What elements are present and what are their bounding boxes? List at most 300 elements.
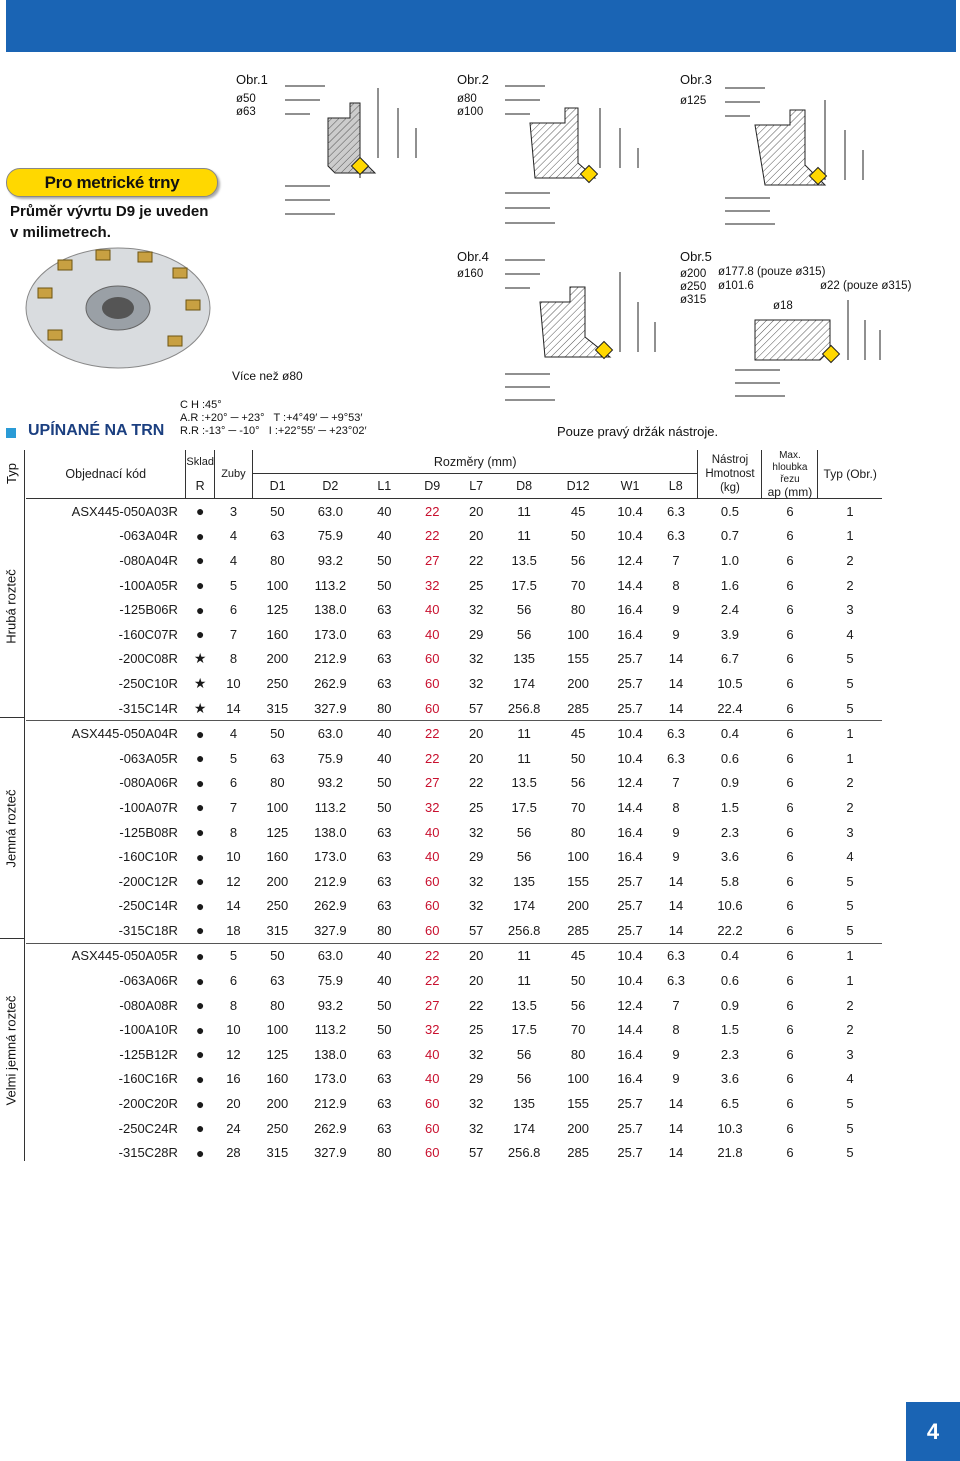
- col-d1: D1: [252, 474, 302, 499]
- col-rozmery: Rozměry (mm): [252, 450, 698, 474]
- stock-mark: ●: [195, 552, 205, 569]
- fig-type: 1: [846, 750, 854, 766]
- fig-type: 3: [846, 602, 854, 618]
- max-ap: 6: [786, 898, 794, 914]
- dim-d9: 40: [425, 849, 440, 865]
- teeth: 6: [229, 775, 238, 791]
- stock-mark: ●: [195, 527, 205, 544]
- dim-d2: 262.9: [314, 675, 347, 691]
- weight: 3.6: [720, 849, 739, 865]
- teeth: 14: [226, 898, 241, 914]
- spec-line-2: A.R :+20° ─ +23° T :+4°49′ ─ +9°53′: [180, 412, 363, 424]
- fig4-dia-1: ø160: [457, 268, 484, 280]
- dim-d2: 212.9: [314, 1096, 347, 1112]
- order-code: -125B06R: [119, 602, 178, 618]
- dim-l1: 63: [377, 675, 392, 691]
- dim-l7: 32: [468, 675, 484, 691]
- table-row: [26, 1042, 882, 1067]
- table-row: [26, 524, 882, 549]
- dim-d8: 56: [516, 1046, 532, 1062]
- col-d12: D12: [550, 474, 606, 499]
- dim-d1: 50: [252, 499, 302, 524]
- dim-l1: 40: [377, 973, 392, 989]
- dim-d12: 285: [567, 700, 589, 716]
- stock-mark: ●: [195, 799, 205, 816]
- col-l8: L8: [654, 474, 698, 499]
- fig-type: 5: [846, 873, 854, 889]
- header-bar: [6, 0, 956, 52]
- dim-d2: 327.9: [314, 1145, 347, 1161]
- dim-d2: 63.0: [302, 499, 358, 524]
- stock-mark: ●: [195, 997, 205, 1014]
- teeth: 24: [226, 1120, 241, 1136]
- dim-d12: 45: [550, 721, 606, 746]
- weight: 10.5: [717, 675, 743, 691]
- dim-d9: 22: [425, 528, 440, 544]
- stock-mark: ●: [195, 848, 205, 865]
- dim-d9: 22: [425, 750, 440, 766]
- order-code: -160C07R: [118, 626, 178, 642]
- teeth: 4: [229, 528, 238, 544]
- max-ap: 6: [786, 799, 794, 815]
- dim-d8: 135: [513, 651, 535, 667]
- dim-d2: 173.0: [314, 849, 347, 865]
- order-code: -125B12R: [119, 1046, 178, 1062]
- stock-mark: ●: [195, 922, 205, 939]
- spec-line-1: C H :45°: [180, 399, 222, 411]
- table-row: [26, 597, 882, 622]
- dim-l1: 40: [358, 499, 410, 524]
- dim-d12: 155: [567, 873, 589, 889]
- dim-l7: 22: [468, 997, 484, 1013]
- dim-d8: 174: [513, 675, 535, 691]
- fig5-dia-1: ø200: [680, 268, 707, 280]
- weight: 0.5: [698, 499, 762, 524]
- dim-d12: 155: [567, 651, 589, 667]
- dim-d1: 125: [266, 602, 289, 618]
- dim-l1: 63: [377, 849, 392, 865]
- max-ap: 6: [786, 675, 794, 691]
- fig-type: 3: [846, 824, 854, 840]
- fig-type: 5: [846, 675, 854, 691]
- dim-l1: 80: [377, 700, 392, 716]
- teeth: 5: [229, 750, 238, 766]
- weight: 1.0: [720, 552, 739, 568]
- dim-d2: 63.0: [302, 943, 358, 968]
- teeth: 28: [226, 1145, 241, 1161]
- dim-l8: 8: [672, 1022, 680, 1038]
- dim-l7: 29: [468, 626, 484, 642]
- stock-mark: ●: [186, 721, 215, 746]
- dim-d9: 27: [425, 552, 440, 568]
- dim-l7: 20: [468, 973, 484, 989]
- dim-d1: 200: [266, 873, 289, 889]
- fig5-dia-2: ø250: [680, 281, 707, 293]
- table-row: [26, 1067, 882, 1092]
- max-ap: 6: [762, 499, 818, 524]
- stock-mark: ●: [195, 1120, 205, 1137]
- dim-l1: 40: [358, 943, 410, 968]
- dim-l8: 7: [672, 997, 680, 1013]
- dim-l1: 63: [377, 1071, 392, 1087]
- order-code: -200C12R: [118, 873, 178, 889]
- col-typ-obr: Typ (Obr.): [818, 450, 882, 499]
- dim-l7: 25: [468, 799, 484, 815]
- dim-l7: 32: [468, 898, 484, 914]
- dim-d12: 100: [567, 849, 589, 865]
- dim-d8: 11: [498, 943, 550, 968]
- dim-d8: 17.5: [511, 577, 537, 593]
- dim-l7: 32: [468, 651, 484, 667]
- table-row: [26, 1116, 882, 1141]
- dim-w1: 14.4: [617, 577, 643, 593]
- dim-d12: 155: [567, 1096, 589, 1112]
- dim-d1: 100: [266, 577, 289, 593]
- dim-w1: 10.4: [617, 528, 643, 544]
- dim-l8: 6.3: [654, 721, 698, 746]
- fig-type: 5: [846, 1096, 854, 1112]
- dim-d1: 80: [270, 775, 285, 791]
- max-ap: 6: [786, 922, 794, 938]
- dim-d8: 56: [516, 849, 532, 865]
- dim-l1: 63: [377, 824, 392, 840]
- dim-d9: 22: [410, 499, 454, 524]
- order-code: -100A05R: [119, 577, 178, 593]
- dim-w1: 25.7: [617, 651, 643, 667]
- table-row: [26, 869, 882, 894]
- dim-d1: 200: [266, 1096, 289, 1112]
- dim-d2: 93.2: [317, 775, 343, 791]
- fig2-title: Obr.2: [457, 72, 489, 87]
- dim-d9: 60: [425, 1145, 440, 1161]
- dim-d8: 11: [498, 721, 550, 746]
- dim-d12: 70: [570, 799, 586, 815]
- max-ap: 6: [786, 775, 794, 791]
- dim-l1: 50: [377, 1022, 392, 1038]
- dim-d8: 13.5: [511, 997, 537, 1013]
- dim-l8: 6.3: [666, 528, 686, 544]
- fig-type: 1: [818, 499, 882, 524]
- dim-d1: 80: [270, 997, 285, 1013]
- dim-w1: 10.4: [606, 499, 654, 524]
- dim-l8: 14: [668, 675, 684, 691]
- dim-l1: 40: [358, 721, 410, 746]
- teeth: 4: [214, 721, 252, 746]
- fig2-drawing: [500, 78, 660, 238]
- dim-l7: 20: [468, 528, 484, 544]
- table-row: [26, 771, 882, 796]
- dim-d12: 200: [567, 1120, 589, 1136]
- dim-w1: 14.4: [617, 1022, 643, 1038]
- stock-mark: ●: [195, 1046, 205, 1063]
- stock-mark: ●: [186, 499, 215, 524]
- dim-l7: 20: [454, 721, 498, 746]
- dim-d12: 70: [570, 577, 586, 593]
- order-code: -063A06R: [119, 973, 178, 989]
- max-ap: 6: [762, 721, 818, 746]
- weight: 10.6: [717, 898, 743, 914]
- stock-mark: ●: [195, 601, 205, 618]
- dim-l8: 14: [668, 1096, 684, 1112]
- metric-arbors-pill: Pro metrické trny: [6, 168, 218, 197]
- fig-type: 1: [846, 528, 854, 544]
- max-ap: 6: [786, 577, 794, 593]
- dim-d2: 173.0: [314, 1071, 347, 1087]
- dim-d8: 135: [513, 1096, 535, 1112]
- dim-l8: 6.3: [666, 750, 686, 766]
- bore-note: Průměr vývrtu D9 je uveden v milimetrech.: [10, 203, 209, 241]
- fig4-drawing: [500, 252, 660, 402]
- max-ap: 6: [786, 651, 794, 667]
- dim-d12: 100: [567, 1071, 589, 1087]
- dim-d1: 315: [266, 700, 289, 716]
- dim-l8: 7: [672, 552, 680, 568]
- stock-mark: ●: [195, 1144, 205, 1161]
- dim-d2: 113.2: [314, 799, 347, 815]
- weight: 3.9: [720, 626, 739, 642]
- order-code: -250C24R: [118, 1120, 178, 1136]
- dim-w1: 25.7: [617, 675, 643, 691]
- dim-l8: 14: [668, 922, 684, 938]
- col-d2: D2: [302, 474, 358, 499]
- dim-d2: 75.9: [317, 973, 343, 989]
- dim-d8: 17.5: [511, 799, 537, 815]
- dim-l1: 40: [377, 750, 392, 766]
- dim-d2: 138.0: [314, 824, 347, 840]
- stock-mark: ●: [195, 577, 205, 594]
- weight: 0.7: [720, 528, 739, 544]
- table-row: [26, 647, 882, 672]
- max-ap: 6: [786, 873, 794, 889]
- dim-d8: 174: [513, 898, 535, 914]
- fig5-title: Obr.5: [680, 249, 712, 264]
- dim-d8: 56: [516, 602, 532, 618]
- dim-d2: 138.0: [314, 1046, 347, 1062]
- order-code: -250C14R: [118, 898, 178, 914]
- table-row: [26, 548, 882, 573]
- max-ap: 6: [786, 1096, 794, 1112]
- dim-w1: 12.4: [617, 997, 643, 1013]
- stock-mark: ●: [195, 824, 205, 841]
- fig1-drawing: [280, 78, 440, 238]
- group-hruba: [0, 496, 25, 717]
- dim-d8: 56: [516, 626, 532, 642]
- dim-d8: 17.5: [511, 1022, 537, 1038]
- dim-d2: 93.2: [317, 552, 343, 568]
- stock-mark: ●: [195, 750, 205, 767]
- dim-d2: 212.9: [314, 651, 347, 667]
- stock-mark: ●: [195, 626, 205, 643]
- dim-d12: 285: [567, 1145, 589, 1161]
- weight: 22.2: [717, 922, 743, 938]
- dim-l8: 7: [672, 775, 680, 791]
- group-velmi: [0, 938, 25, 1161]
- stock-mark: ★: [193, 699, 207, 716]
- teeth: 7: [229, 799, 238, 815]
- dim-l7: 22: [468, 552, 484, 568]
- max-ap: 6: [786, 602, 794, 618]
- stock-mark: ★: [193, 674, 207, 691]
- fig-type: 5: [846, 898, 854, 914]
- dim-l1: 50: [377, 577, 392, 593]
- weight: 2.4: [720, 602, 739, 618]
- dim-l1: 80: [377, 1145, 392, 1161]
- teeth: 7: [229, 626, 238, 642]
- table-row: [26, 993, 882, 1018]
- weight: 6.5: [720, 1096, 739, 1112]
- weight: 0.9: [720, 775, 739, 791]
- max-ap: 6: [786, 1071, 794, 1087]
- page-number: 4: [906, 1402, 960, 1461]
- stock-mark: ●: [195, 774, 205, 791]
- dim-w1: 10.4: [606, 943, 654, 968]
- table-row: [26, 499, 882, 524]
- dim-d8: 13.5: [511, 775, 537, 791]
- dim-l8: 6.3: [654, 943, 698, 968]
- dim-l7: 20: [454, 943, 498, 968]
- dim-d1: 50: [252, 721, 302, 746]
- dim-d2: 327.9: [314, 700, 347, 716]
- dim-d9: 40: [425, 1046, 440, 1062]
- dim-d1: 315: [266, 1145, 289, 1161]
- dim-l7: 32: [468, 873, 484, 889]
- fig-type: 5: [846, 700, 854, 716]
- fig1-title: Obr.1: [236, 72, 268, 87]
- teeth: 5: [229, 577, 238, 593]
- fig-type: 5: [846, 922, 854, 938]
- dim-d1: 63: [270, 528, 285, 544]
- dim-l8: 9: [672, 1071, 680, 1087]
- teeth: 20: [226, 1096, 241, 1112]
- dim-l1: 63: [377, 873, 392, 889]
- table-row: [26, 918, 882, 943]
- max-ap: 6: [786, 973, 794, 989]
- dim-l7: 32: [468, 1096, 484, 1112]
- teeth: 10: [226, 849, 241, 865]
- fig1-dia-2: ø63: [236, 106, 256, 118]
- table-row: [26, 894, 882, 919]
- order-code: ASX445-050A05R: [26, 943, 186, 968]
- weight: 0.4: [698, 943, 762, 968]
- max-ap: 6: [786, 626, 794, 642]
- dim-l7: 32: [468, 824, 484, 840]
- dim-d9: 60: [425, 675, 440, 691]
- dim-l7: 20: [468, 750, 484, 766]
- dim-l8: 9: [672, 1046, 680, 1062]
- dim-d1: 63: [270, 750, 285, 766]
- teeth: 10: [226, 675, 241, 691]
- fig-type: 5: [846, 1145, 854, 1161]
- dim-d8: 256.8: [507, 922, 541, 938]
- dim-d9: 27: [425, 997, 440, 1013]
- max-ap: 6: [786, 849, 794, 865]
- weight: 1.5: [720, 799, 739, 815]
- table-row: [26, 1017, 882, 1042]
- dim-d2: 75.9: [317, 528, 343, 544]
- fig4-title: Obr.4: [457, 249, 489, 264]
- dim-d12: 80: [570, 602, 586, 618]
- fig1-dia-1: ø50: [236, 93, 256, 105]
- teeth: 12: [226, 1046, 241, 1062]
- max-ap: 6: [786, 1022, 794, 1038]
- dim-d9: 32: [425, 799, 440, 815]
- stock-mark: ●: [195, 1095, 205, 1112]
- col-sklad: Sklad: [186, 450, 215, 474]
- order-code: -315C18R: [118, 922, 178, 938]
- order-code: ASX445-050A04R: [26, 721, 186, 746]
- dim-d2: 93.2: [317, 997, 343, 1013]
- order-code: -250C10R: [118, 675, 178, 691]
- order-code: -080A06R: [119, 775, 178, 791]
- order-code: -160C10R: [118, 849, 178, 865]
- order-code: -200C20R: [118, 1096, 178, 1112]
- dim-l7: 57: [468, 922, 484, 938]
- teeth: 5: [214, 943, 252, 968]
- fig5-d22: ø22 (pouze ø315): [820, 280, 912, 292]
- teeth: 10: [226, 1022, 241, 1038]
- table-row: [26, 795, 882, 820]
- dim-l7: 32: [468, 602, 484, 618]
- table-row: [26, 746, 882, 771]
- dim-d8: 11: [498, 499, 550, 524]
- dim-d12: 50: [570, 528, 586, 544]
- dim-d2: 138.0: [314, 602, 347, 618]
- max-ap: 6: [762, 943, 818, 968]
- order-code: -080A08R: [119, 997, 178, 1013]
- dim-l8: 9: [672, 602, 680, 618]
- teeth: 12: [226, 873, 241, 889]
- dim-d9: 40: [425, 824, 440, 840]
- max-ap: 6: [786, 997, 794, 1013]
- dim-l7: 29: [468, 849, 484, 865]
- dim-w1: 10.4: [617, 973, 643, 989]
- dim-l7: 29: [468, 1071, 484, 1087]
- table-row: [26, 622, 882, 647]
- weight: 1.5: [720, 1022, 739, 1038]
- stock-mark: ●: [195, 873, 205, 890]
- fig5-d18: ø18: [773, 300, 793, 312]
- group-jemna: [0, 717, 25, 939]
- dim-d12: 100: [567, 626, 589, 642]
- teeth: 8: [229, 824, 238, 840]
- max-ap: 6: [786, 1046, 794, 1062]
- group-label-hruba: Hrubá rozteč: [3, 569, 19, 644]
- dim-w1: 12.4: [617, 552, 643, 568]
- dim-d1: 63: [270, 973, 285, 989]
- dim-d9: 22: [410, 943, 454, 968]
- col-l7: L7: [454, 474, 498, 499]
- dim-l8: 14: [668, 700, 684, 716]
- dim-l8: 6.3: [654, 499, 698, 524]
- weight: 2.3: [720, 824, 739, 840]
- dim-l1: 50: [377, 775, 392, 791]
- weight: 2.3: [720, 1046, 739, 1062]
- col-zuby: Zuby: [214, 450, 252, 499]
- dim-d12: 56: [570, 775, 586, 791]
- dim-d1: 200: [266, 651, 289, 667]
- table-row: [26, 1091, 882, 1116]
- dim-l1: 63: [377, 626, 392, 642]
- dim-d2: 113.2: [314, 577, 347, 593]
- order-code: -100A10R: [119, 1022, 178, 1038]
- teeth: 3: [214, 499, 252, 524]
- order-code: -160C16R: [118, 1071, 178, 1087]
- teeth: 8: [229, 651, 238, 667]
- stock-mark: ★: [193, 650, 207, 667]
- col-ap-unit: ap (mm): [767, 485, 813, 499]
- col-ap: [762, 450, 818, 499]
- dim-d9: 22: [410, 721, 454, 746]
